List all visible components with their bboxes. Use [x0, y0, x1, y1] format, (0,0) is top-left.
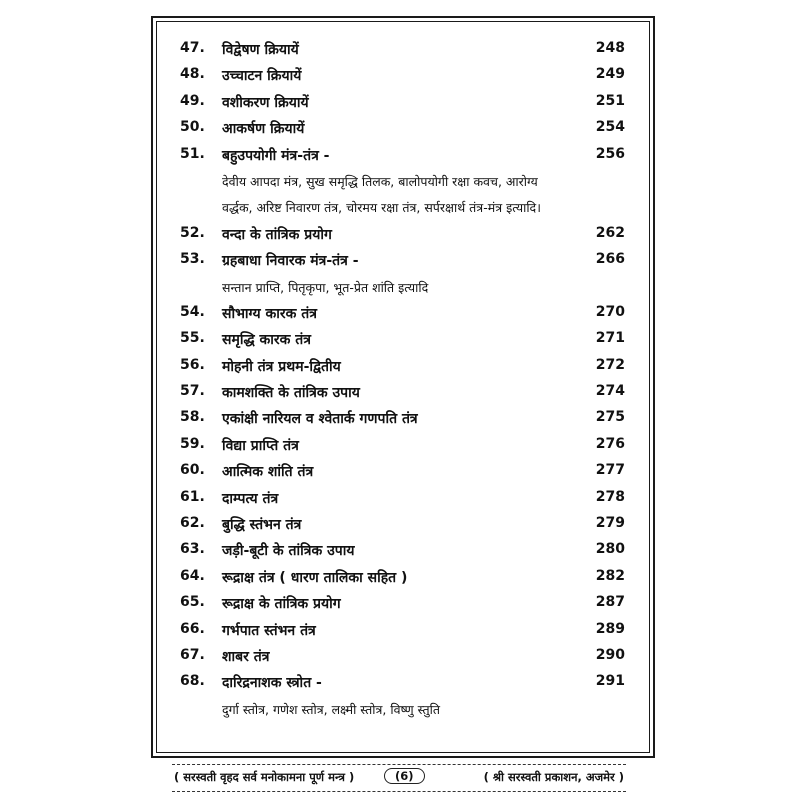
toc-row — [180, 36, 625, 62]
entry-page: 254 — [595, 119, 625, 136]
entry-page: 272 — [595, 356, 625, 373]
entry-page: 279 — [595, 515, 625, 532]
entry-page: 275 — [595, 409, 625, 426]
entry-number: 59. — [180, 435, 205, 452]
entry-page: 262 — [595, 224, 625, 241]
entry-number: 60. — [180, 462, 205, 479]
entry-number: 51. — [180, 145, 205, 162]
entry-page: 280 — [595, 541, 625, 558]
entry-page: 290 — [595, 646, 625, 663]
entry-title: रूद्राक्ष तंत्र ( धारण तालिका सहित ) — [222, 569, 408, 586]
toc-subentry — [180, 696, 625, 722]
entry-number: 56. — [180, 356, 205, 373]
entry-page: 282 — [595, 567, 625, 584]
entry-page: 274 — [595, 383, 625, 400]
entry-number: 63. — [180, 541, 205, 558]
entry-title: आत्मिक शांति तंत्र — [222, 464, 314, 481]
entry-page: 289 — [595, 620, 625, 637]
toc-row — [180, 643, 625, 669]
entry-page: 249 — [595, 66, 625, 83]
entry-number: 61. — [180, 488, 205, 505]
entry-page: 276 — [595, 435, 625, 452]
toc-row — [180, 617, 625, 643]
entry-title: ग्रहबाधा निवारक मंत्र-तंत्र - — [222, 253, 359, 270]
entry-page: 256 — [595, 145, 625, 162]
entry-page: 287 — [595, 594, 625, 611]
entry-title: वन्दा के तांत्रिक प्रयोग — [222, 226, 332, 243]
entry-page: 291 — [595, 673, 625, 690]
toc-row — [180, 590, 625, 616]
toc-row — [180, 511, 625, 537]
entry-number: 58. — [180, 409, 205, 426]
toc-subentry — [180, 194, 625, 220]
entry-title: गर्भपात स्तंभन तंत्र — [222, 622, 316, 639]
toc-row — [180, 353, 625, 379]
toc-row — [180, 537, 625, 563]
entry-title: उच्चाटन क्रियायें — [222, 68, 302, 85]
entry-number: 68. — [180, 673, 205, 690]
entry-title: रूद्राक्ष के तांत्रिक प्रयोग — [222, 596, 341, 613]
page-number: (6) — [384, 768, 425, 784]
toc-row — [180, 379, 625, 405]
toc-row — [180, 405, 625, 431]
entry-title: शाबर तंत्र — [222, 648, 270, 665]
entry-title: बुद्धि स्तंभन तंत्र — [222, 517, 302, 534]
entry-title: विद्या प्राप्ति तंत्र — [222, 437, 299, 454]
entry-title: विद्वेषण क्रियायें — [222, 42, 299, 58]
toc-row — [180, 89, 625, 115]
entry-title: आकर्षण क्रियायें — [222, 121, 305, 138]
entry-number: 55. — [180, 330, 205, 347]
entry-page: 270 — [595, 303, 625, 320]
entry-page: 278 — [595, 488, 625, 505]
entry-number: 48. — [180, 66, 205, 83]
entry-number: 54. — [180, 303, 205, 320]
entry-title: समृद्धि कारक तंत्र — [222, 332, 311, 349]
entry-title: एकांक्षी नारियल व श्वेतार्क गणपति तंत्र — [222, 411, 418, 428]
toc-row — [180, 669, 625, 695]
subentry-text: सन्तान प्राप्ति, पितृकृपा, भूत-प्रेत शांति इत्यादि — [222, 279, 429, 295]
toc-row — [180, 142, 625, 168]
entry-number: 49. — [180, 92, 205, 109]
book-title: ( सरस्वती वृहद सर्व मनोकामना पूर्ण मन्त्र ) — [174, 770, 355, 784]
entry-number: 62. — [180, 515, 205, 532]
entry-page: 248 — [595, 40, 625, 56]
subentry-text: दुर्गा स्तोत्र, गणेश स्तोत्र, लक्ष्मी स्तोत्र, विष्णु स्तुति — [222, 701, 440, 717]
toc-row — [180, 564, 625, 590]
entry-title: मोहनी तंत्र प्रथम-द्वितीय — [222, 358, 341, 375]
toc-subentry — [180, 274, 625, 300]
toc-row — [180, 221, 625, 247]
entry-page: 277 — [595, 462, 625, 479]
entry-title: दाम्पत्य तंत्र — [222, 490, 279, 507]
entry-number: 57. — [180, 383, 205, 400]
entry-title: बहुउपयोगी मंत्र-तंत्र - — [222, 147, 330, 164]
entry-number: 66. — [180, 620, 205, 637]
toc-row — [180, 432, 625, 458]
toc-row — [180, 247, 625, 273]
publisher-name: ( श्री सरस्वती प्रकाशन, अजमेर ) — [483, 770, 624, 784]
entry-number: 64. — [180, 567, 205, 584]
entry-page: 251 — [595, 92, 625, 109]
entry-number: 65. — [180, 594, 205, 611]
entry-page: 266 — [595, 251, 625, 268]
toc-row — [180, 326, 625, 352]
page-footer — [172, 764, 626, 792]
entry-title: सौभाग्य कारक तंत्र — [222, 305, 317, 322]
entry-title: दारिद्रनाशक स्त्रोत - — [222, 675, 322, 692]
entry-title: जड़ी-बूटी के तांत्रिक उपाय — [222, 543, 355, 560]
subentry-text: वर्द्धक, अरिष्ट निवारण तंत्र, चोरमय रक्षा तंत्र, सर्परक्षार्थ तंत्र-मंत्र इत्यादि। — [222, 200, 541, 216]
toc-row — [180, 485, 625, 511]
entry-number: 50. — [180, 119, 205, 136]
entry-title: कामशक्ति के तांत्रिक उपाय — [222, 385, 360, 402]
entry-number: 52. — [180, 224, 205, 241]
toc-row — [180, 300, 625, 326]
entry-page: 271 — [595, 330, 625, 347]
entry-title: वशीकरण क्रियायें — [222, 94, 309, 111]
toc-row — [180, 62, 625, 88]
toc-row — [180, 458, 625, 484]
toc-subentry — [180, 168, 625, 194]
table-of-contents — [180, 36, 625, 722]
entry-number: 67. — [180, 646, 205, 663]
entry-number: 47. — [180, 40, 205, 56]
subentry-text: देवीय आपदा मंत्र, सुख समृद्धि तिलक, बालोपयोगी रक्षा कवच, आरोग्य — [222, 173, 538, 189]
entry-number: 53. — [180, 251, 205, 268]
toc-row — [180, 115, 625, 141]
